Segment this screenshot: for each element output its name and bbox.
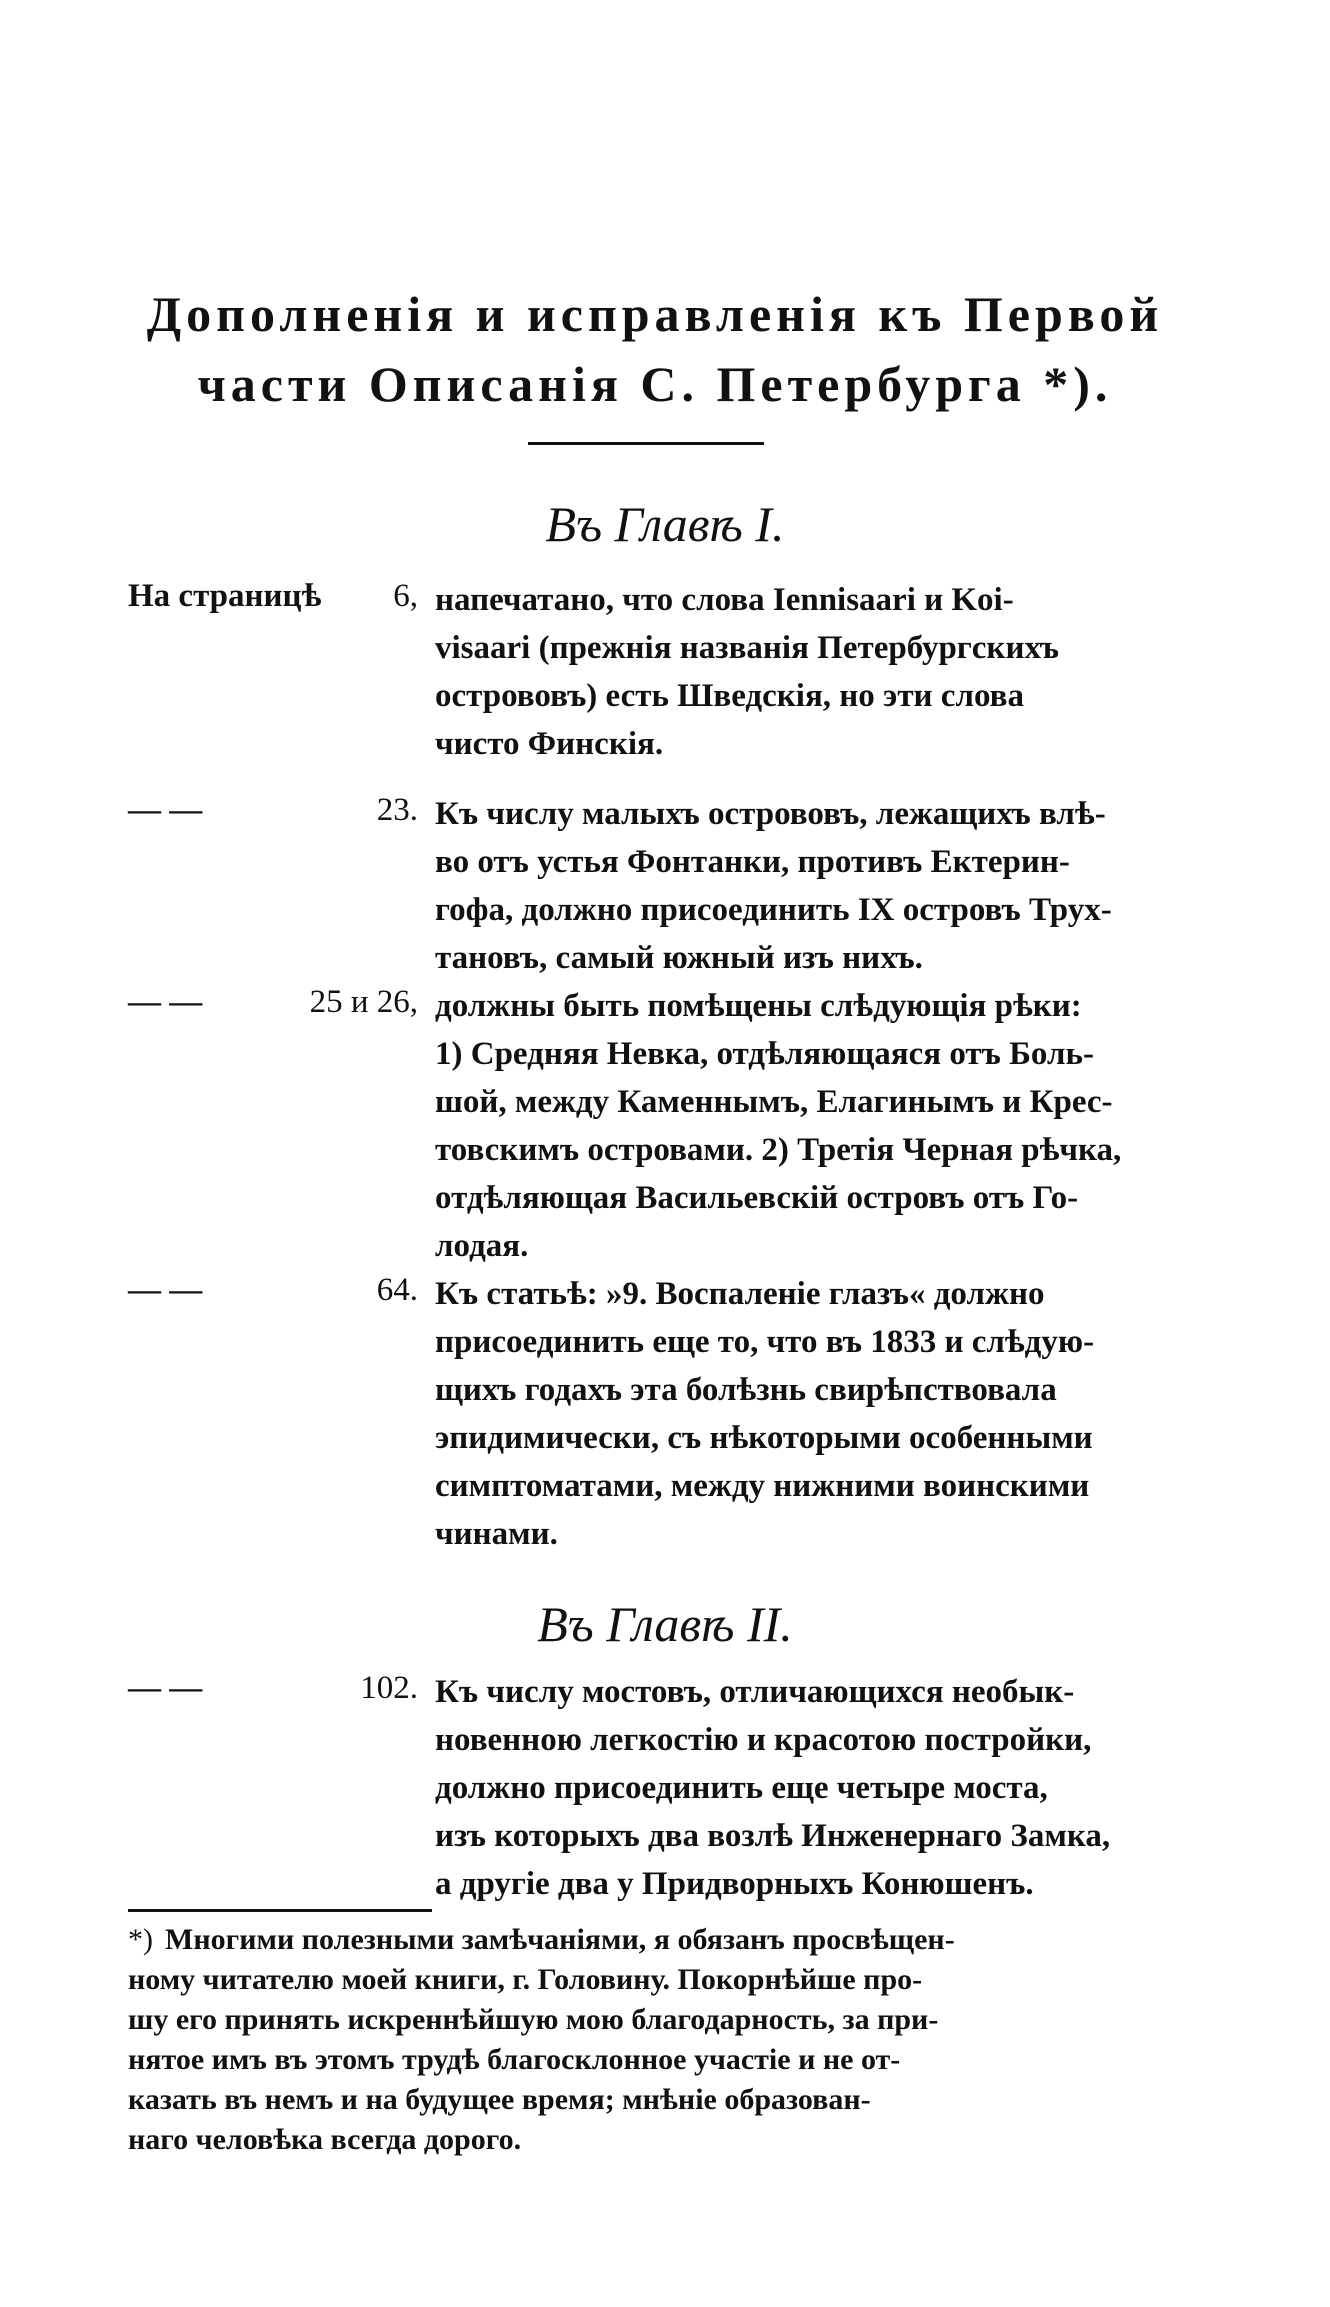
footnote-line: ному читателю моей книги, г. Головину. Покорнѣйше про- [128, 1963, 923, 1996]
entry-text [435, 790, 1180, 982]
page-title-line-1: Дополненія и исправленія къ Первой [146, 286, 1164, 342]
entry-line: Къ статьѣ: »9. Воспаленіе глазъ« должно [435, 1276, 1045, 1312]
entry-line: присоединить еще то, что въ 1833 и слѣдую- [435, 1324, 1095, 1360]
entry-dash-label: — — [128, 984, 203, 1020]
page-reference: 6, [393, 578, 418, 614]
entry-line: отдѣляющая Васильевскій островъ отъ Го- [435, 1180, 1079, 1216]
entry-text [435, 982, 1180, 1270]
footnote-line [128, 1920, 1183, 1960]
entry-line: во отъ устья Фонтанки, противъ Ектерин- [435, 844, 1070, 880]
entry-line: Къ числу мостовъ, отличающихся необык- [435, 1674, 1075, 1710]
chapter-heading-2: Въ Главѣ II. [537, 1596, 793, 1652]
entry-line: 1) Средняя Невка, отдѣляющаяся отъ Боль- [435, 1036, 1094, 1072]
entry-line: симптоматами, между нижними воинскими [435, 1468, 1090, 1504]
entry-line: щихъ годахъ эта болѣзнь свирѣпствовала [435, 1372, 1057, 1408]
entry-line: эпидимически, съ нѣкоторыми особенными [435, 1420, 1093, 1456]
entry-line: тановъ, самый южный изъ нихъ. [435, 940, 923, 976]
entry-label: На страницѣ [128, 578, 322, 614]
entry-line: visaari (прежнія названія Петербургскихъ [435, 630, 1059, 666]
entry-text [435, 1270, 1180, 1558]
entry-dash-label: — — [128, 1272, 203, 1308]
entry-line: изъ которыхъ два возлѣ Инженернаго Замка, [435, 1818, 1111, 1854]
page-reference: 102. [360, 1670, 418, 1706]
entry-line: а другіе два у Придворныхъ Конюшенъ. [435, 1866, 1034, 1902]
entry-dash-label: — — [128, 792, 203, 828]
page-reference: 64. [376, 1272, 418, 1308]
entry-line: гофа, должно присоединить IX островъ Трух- [435, 892, 1112, 928]
footnote-line: наго человѣка всегда дорого. [128, 2123, 522, 2156]
footnote-divider [128, 1909, 432, 1912]
page-reference: 23. [376, 792, 418, 828]
entry-line: чисто Финскія. [435, 726, 664, 762]
entry-text [435, 1668, 1180, 1908]
entry-text [435, 576, 1180, 768]
entry-line: товскимъ островами. 2) Третія Черная рѣчка, [435, 1132, 1122, 1168]
footnote-line: нятое имъ въ этомъ трудѣ благосклонное участіе и не от- [128, 2043, 901, 2076]
page-reference: 25 и 26, [309, 984, 418, 1020]
entry-line: острововъ) есть Шведскія, но эти слова [435, 678, 1024, 714]
entry-line: Къ числу малыхъ острововъ, лежащихъ влѣ- [435, 796, 1106, 832]
title-divider [528, 442, 764, 445]
entry-line: должно присоединить еще четыре моста, [435, 1770, 1048, 1806]
chapter-heading-1: Въ Главѣ I. [545, 496, 785, 552]
page-title-line-2: части Описанія С. Петербурга *). [197, 356, 1113, 412]
entry-line: напечатано, что слова Iennisaari и Koi- [435, 582, 1014, 618]
entry-line: должны быть помѣщены слѣдующія рѣки: [435, 988, 1082, 1024]
entry-line: чинами. [435, 1516, 558, 1552]
footnote-mark: *) [128, 1923, 153, 1956]
footnote [128, 1920, 1183, 2160]
footnote-line: казать въ немъ и на будущее время; мнѣніе образован- [128, 2083, 871, 2116]
entry-line: новенною легкостію и красотою постройки, [435, 1722, 1092, 1758]
entry-dash-label: — — [128, 1670, 203, 1706]
entry-line: лодая. [435, 1228, 529, 1264]
footnote-text: Многими полезными замѣчаніями, я обязанъ просвѣщен- [165, 1923, 955, 1956]
footnote-line: шу его принять искреннѣйшую мою благодарность, за при- [128, 2003, 939, 2036]
entry-line: шой, между Каменнымъ, Елагинымъ и Крес- [435, 1084, 1113, 1120]
